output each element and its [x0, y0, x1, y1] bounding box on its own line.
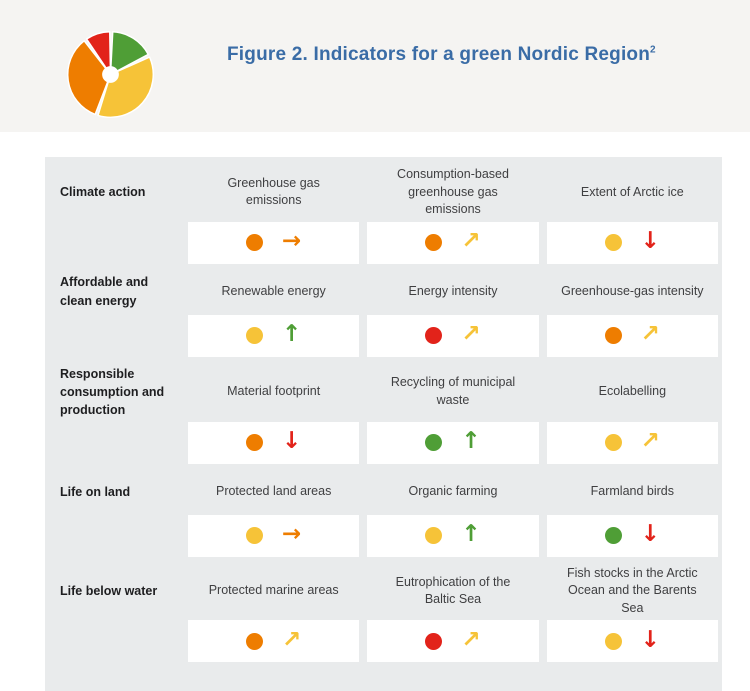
- trend-arrow-up-icon: ↑: [461, 521, 481, 548]
- status-box: [547, 515, 718, 557]
- row-status-boxes: [45, 315, 722, 357]
- category-label: Life on land: [60, 484, 131, 499]
- footnote-marker: 2: [650, 44, 656, 56]
- row-status-boxes: [45, 222, 722, 264]
- trend-arrow-up-right-icon: ↗: [640, 428, 660, 455]
- indicator-name: Farmland birds: [590, 484, 674, 499]
- status-dot-orange: [246, 434, 263, 451]
- figure-title-text: Figure 2. Indicators for a green Nordic Region: [227, 44, 651, 65]
- trend-arrow-right-icon: →: [282, 521, 302, 548]
- indicator-name: Protected marine areas: [208, 583, 339, 598]
- status-box: [547, 620, 718, 662]
- indicator-name: Ecolabelling: [598, 383, 667, 398]
- indicator-name: Organic farming: [408, 484, 498, 499]
- label-column-spacer: [45, 620, 184, 662]
- status-dot-yellow: [425, 527, 442, 544]
- table-row: [45, 562, 722, 663]
- indicator-name: Fish stocks in the Arctic Ocean and the Barents Sea: [567, 565, 698, 615]
- status-box: [367, 222, 538, 264]
- trend-arrow-down-icon: ↓: [640, 521, 660, 548]
- status-dot-orange: [246, 633, 263, 650]
- trend-arrow-right-icon: →: [282, 228, 302, 254]
- table-row: [45, 362, 722, 464]
- status-dot-red: [425, 327, 442, 344]
- label-column-spacer: [45, 422, 184, 464]
- trend-arrow-up-right-icon: ↗: [640, 321, 660, 347]
- status-box: [367, 515, 538, 557]
- status-dot-yellow: [605, 234, 622, 251]
- row-status-boxes: [45, 422, 722, 464]
- label-column-spacer: [45, 315, 184, 357]
- indicator-name: Protected land areas: [215, 484, 332, 499]
- row-status-boxes: [45, 620, 722, 662]
- status-dot-orange: [425, 234, 442, 251]
- status-dot-yellow: [605, 633, 622, 650]
- trend-arrow-down-icon: ↓: [282, 428, 302, 455]
- trend-arrow-up-right-icon: ↗: [461, 626, 481, 653]
- row-names: [45, 469, 722, 515]
- category-label: Climate action: [60, 185, 146, 200]
- status-box: [547, 315, 718, 357]
- indicator-name: Recycling of municipal waste: [390, 375, 516, 407]
- status-box: [188, 315, 359, 357]
- trend-arrow-up-right-icon: ↗: [461, 321, 481, 347]
- indicator-name: Eutrophication of the Baltic Sea: [395, 574, 511, 607]
- status-dot-red: [425, 633, 442, 650]
- status-box: [367, 315, 538, 357]
- status-dot-green: [425, 434, 442, 451]
- category-label: Responsible consumption and production: [60, 366, 165, 417]
- category-label: Life below water: [60, 584, 158, 599]
- indicator-name: Extent of Arctic ice: [580, 184, 684, 199]
- category-label: Affordable and clean energy: [60, 275, 149, 308]
- indicator-name: Greenhouse gas emissions: [227, 175, 320, 208]
- status-dot-green: [605, 527, 622, 544]
- table-row: [45, 269, 722, 357]
- donut-pie-logo: [64, 26, 157, 123]
- trend-arrow-up-right-icon: ↗: [282, 626, 302, 653]
- status-box: [188, 620, 359, 662]
- label-column-spacer: [45, 515, 184, 557]
- indicator-name: Consumption-based greenhouse gas emissions: [397, 167, 509, 216]
- indicator-name: Renewable energy: [221, 283, 326, 298]
- figure-title: [227, 44, 656, 66]
- trend-arrow-down-icon: ↓: [640, 228, 660, 254]
- indicators-table: [45, 157, 722, 691]
- status-dot-yellow: [246, 327, 263, 344]
- status-dot-orange: [246, 234, 263, 251]
- row-names: [45, 163, 722, 222]
- row-names: [45, 269, 722, 315]
- trend-arrow-up-icon: ↑: [282, 321, 302, 347]
- pie-center-hole: [102, 66, 119, 83]
- header-band: [0, 0, 750, 132]
- status-box: [547, 222, 718, 264]
- status-box: [367, 422, 538, 464]
- trend-arrow-up-right-icon: ↗: [461, 228, 481, 254]
- status-box: [547, 422, 718, 464]
- status-box: [188, 222, 359, 264]
- label-column-spacer: [45, 222, 184, 264]
- table-row: [45, 163, 722, 264]
- status-dot-yellow: [605, 434, 622, 451]
- status-box: [367, 620, 538, 662]
- table-row: [45, 469, 722, 557]
- status-dot-orange: [605, 327, 622, 344]
- indicator-name: Energy intensity: [408, 283, 498, 298]
- row-names: [45, 362, 722, 422]
- indicator-name: Greenhouse-gas intensity: [561, 283, 704, 298]
- trend-arrow-up-icon: ↑: [461, 428, 481, 455]
- status-box: [188, 515, 359, 557]
- status-dot-yellow: [246, 527, 263, 544]
- status-box: [188, 422, 359, 464]
- trend-arrow-down-icon: ↓: [640, 626, 660, 653]
- indicator-name: Material footprint: [227, 383, 321, 398]
- row-names: [45, 562, 722, 621]
- row-status-boxes: [45, 515, 722, 557]
